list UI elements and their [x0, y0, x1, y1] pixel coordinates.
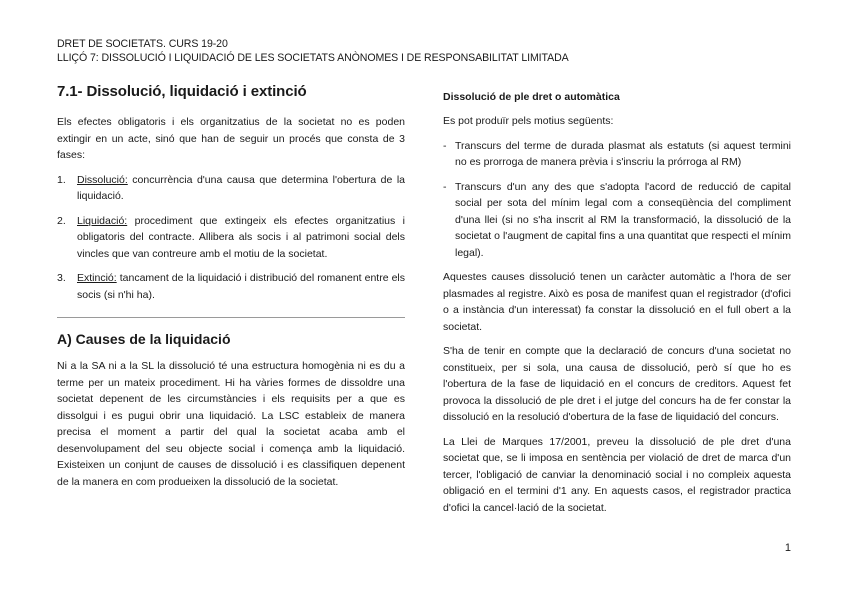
left-column — [57, 80, 405, 498]
lesson-title: LLIÇÓ 7: DISSOLUCIÓ I LIQUIDACIÓ DE LES SOCIETATS ANÒNOMES I DE RESPONSABILITAT LIMITADA — [57, 52, 569, 64]
right-column — [443, 80, 791, 524]
causes-paragraph: Ni a la SA ni a la SL la dissolució té una estructura homogènia ni es du a terme per un mateix procediment. Hi ha vàries formes de dissoldre una societat depenent de les circumstàncies i els requisits per a que es dissolgui i es pugui obrir una liquidació. La LSC estableix de manera precisa el moment a partir del qual la societat acaba amb el desenvolupament del seu objecte social i comença amb la liquidació. Existeixen un conjunt de causes de dissolució i es classifiquen depenent de la manera en com produeixen la dissolució de la societat. — [57, 360, 405, 488]
causes-intro: Es pot produïr pels motius següents: — [443, 115, 614, 127]
section-title-7-1: 7.1- Dissolució, liquidació i extinció — [57, 83, 307, 100]
list-item: - Transcurs del terme de durada plasmat als estatuts (si aquest termini no es prorroga de manera prèvia i s'inscriu la prórroga al RM) — [443, 138, 791, 171]
subsection-title-dissolucio-automatica: Dissolució de ple dret o automàtica — [443, 91, 620, 103]
phase-text: procediment que extingeix els efectes organitzatius i obligatoris del contracte. Allibera als socis i al patrimoni social dels vincles que van contreure amb el motiu de la societat. — [77, 214, 405, 260]
phase-item-dissolucio: 1. Dissolució: concurrència d'una causa que determina l'obertura de la liquidació. — [57, 173, 405, 202]
phase-term: Dissolució: — [77, 173, 128, 186]
intro-paragraph: Els efectes obligatoris i els organitzatius de la societat no es poden extingir en un acte, sinó que han de seguir un procés que consta de 3 fases: — [57, 116, 405, 161]
phases-list — [57, 172, 405, 304]
page-number: 1 — [784, 542, 791, 554]
section-title-causes: A) Causes de la liquidació — [57, 331, 231, 347]
paragraph-concurs: S'ha de tenir en compte que la declaració de concurs d'una societat no constitueix, per si sola, una causa de dissolució, però sí que ho es l'obertura de la fase de liquidació en el concurs de creditors. Aquest fet provoca la dissolució de ple dret i el jutge del concurs ha de fer constar la dissolució en la resolució d'obertura de la fase de liquidació del concurs. — [443, 345, 791, 423]
phase-term: Extinció: — [77, 272, 117, 284]
phase-text: concurrència d'una causa que determina l'obertura de la liquidació. — [77, 173, 405, 202]
course-title: DRET DE SOCIETATS. CURS 19-20 — [57, 38, 228, 50]
automatic-causes-list — [443, 138, 791, 262]
phase-item-extincio: 3. Extinció: tancament de la liquidació i distribució del romanent entre els socis (si n'hi ha). — [57, 272, 405, 301]
list-item: - Transcurs d'un any des que s'adopta l'acord de reducció de capital social per sota del mínim legal com a conseqüència del compliment d'una llei (si no s'ha inscrit al RM la transformació, la dissolució de la societat o l'augment de capital fins a una quantitat que respecti el mínim legal). — [443, 179, 791, 262]
phase-item-liquidacio: 2. Liquidació: procediment que extingeix els efectes organitzatius i obligatoris del contracte. Allibera als socis i al patrimoni social dels vincles que van contreure amb el motiu de la societat. — [57, 214, 405, 260]
section-divider — [57, 317, 405, 318]
phase-text: tancament de la liquidació i distribució del romanent entre els socis (si n'hi ha). — [77, 272, 405, 301]
paragraph-registre: Aquestes causes dissolució tenen un caràcter automàtic a l'hora de ser plasmades al registre. Això es posa de manifest quan el registrador (d'ofici o a instància d'un interessat) fa constar la dissolució en el full obert a la societat. — [443, 271, 791, 333]
paragraph-llei-marques: La Llei de Marques 17/2001, preveu la dissolució de ple dret d'una societat que, se li imposa en sentència per violació de dret de marca d'un tercer, l'obligació de canviar la denominació social i no compleix aquesta obligació en el termini d'1 any. En aquests casos, el registrador practica d'ofici la cancel·lació de la societat. — [443, 435, 791, 514]
phase-term: Liquidació: — [77, 214, 128, 227]
page-header — [57, 37, 797, 65]
